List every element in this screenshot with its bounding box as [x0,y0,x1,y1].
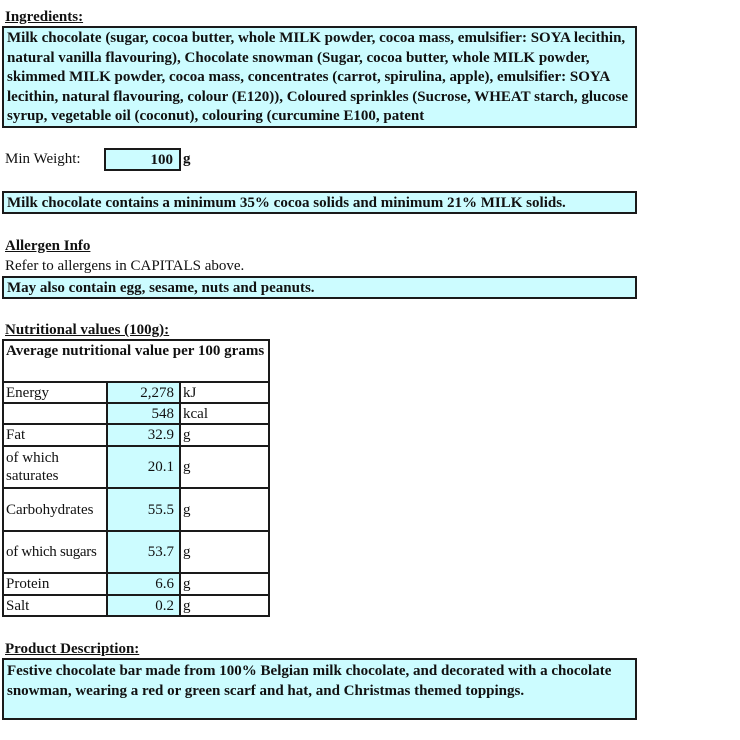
nutrient-unit: g [180,595,269,616]
table-row [3,488,269,531]
nutrient-unit: g [180,488,269,531]
nutrient-value-field[interactable]: 32.9 [107,424,180,446]
nutrient-value-field[interactable]: 548 [107,403,180,424]
milk-solids-note-field[interactable]: Milk chocolate contains a minimum 35% cocoa solids and minimum 21% MILK solids. [2,191,637,214]
table-header-row [3,340,269,382]
may-contain-field[interactable]: May also contain egg, sesame, nuts and peanuts. [2,276,637,299]
nutrient-label: Protein [3,573,107,595]
min-weight-label: Min Weight: [5,151,81,167]
nutrient-unit: g [180,446,269,488]
nutrient-label [3,403,107,424]
nutrient-unit: kcal [180,403,269,424]
nutrient-unit: g [180,573,269,595]
table-header-cell: Average nutritional value per 100 grams [3,340,269,382]
nutrient-value-field[interactable]: 20.1 [107,446,180,488]
allergen-heading: Allergen Info [5,238,91,254]
ingredients-field[interactable]: Milk chocolate (sugar, cocoa butter, whole MILK powder, cocoa mass, emulsifier: SOYA lecithin, natural vanilla flavouring), Chocolate snowman (Sugar, cocoa butter, whole MILK powder, skimmed MILK powder, cocoa mass, concentrates (carrot, spirulina, apple), emulsifier: SOYA lecithin, natural flavouring, colour (E120)), Coloured sprinkles (Sucrose, WHEAT starch, glucose syrup, vegetable oil (coconut), colouring (curcumine E100, patent [2,26,637,128]
nutrient-label: Fat [3,424,107,446]
table-row [3,446,269,488]
table-row [3,382,269,403]
nutrient-value-field[interactable]: 2,278 [107,382,180,403]
allergen-reference-text: Refer to allergens in CAPITALS above. [5,258,245,274]
nutrient-unit: kJ [180,382,269,403]
min-weight-field[interactable]: 100 [104,148,181,171]
nutrition-table [2,339,270,617]
product-description-heading: Product Description: [5,641,140,657]
nutrient-unit: g [180,531,269,573]
table-row [3,531,269,573]
nutrient-label: of which sugars [3,531,107,573]
product-description-field[interactable]: Festive chocolate bar made from 100% Belgian milk chocolate, and decorated with a chocolate snowman, wearing a red or green scarf and hat, and Christmas themed toppings. [2,658,637,720]
table-row [3,595,269,616]
nutrient-label: Salt [3,595,107,616]
table-row [3,424,269,446]
nutrient-label: Carbohydrates [3,488,107,531]
nutrient-unit: g [180,424,269,446]
nutrient-value-field[interactable]: 53.7 [107,531,180,573]
nutrient-label: of which saturates [3,446,107,488]
min-weight-unit: g [183,151,191,167]
table-row [3,573,269,595]
nutrition-heading: Nutritional values (100g): [5,322,170,338]
nutrient-value-field[interactable]: 0.2 [107,595,180,616]
nutrient-value-field[interactable]: 6.6 [107,573,180,595]
table-row [3,403,269,424]
ingredients-heading: Ingredients: [5,9,84,25]
nutrient-value-field[interactable]: 55.5 [107,488,180,531]
nutrient-label: Energy [3,382,107,403]
